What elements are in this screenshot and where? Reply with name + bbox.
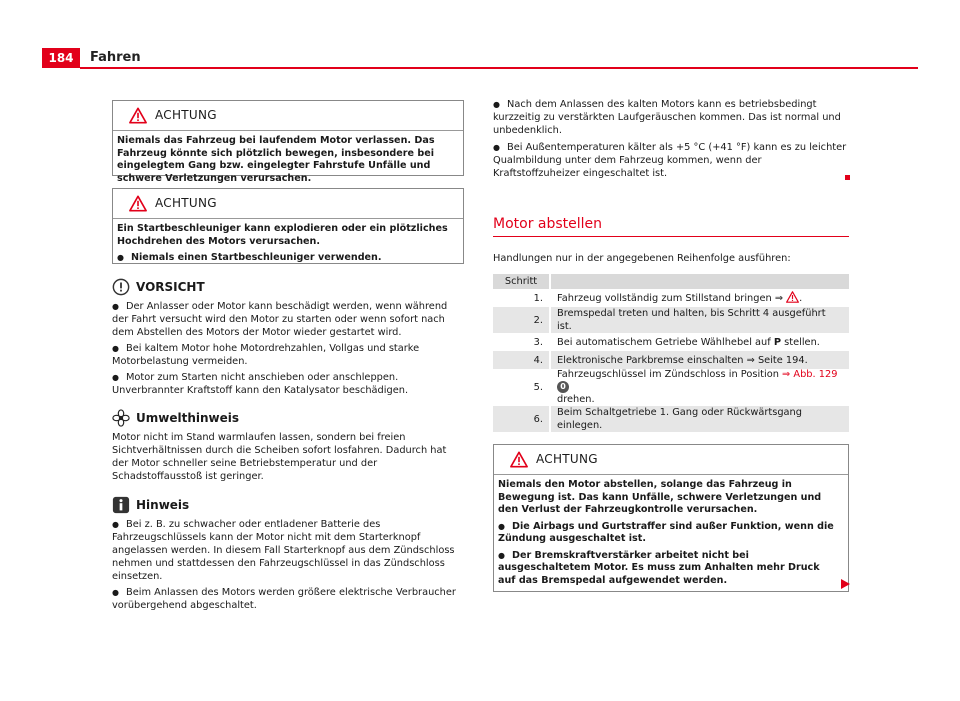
table-header-blank bbox=[550, 274, 849, 289]
list-item: ● Nach dem Anlassen des kalten Motors kann es betriebsbedingt kurzzeitig zu verstärkten Laufgeräuschen kommen. Das ist normal und unbedenklich. bbox=[493, 98, 849, 137]
warning-box-header bbox=[113, 101, 463, 131]
list-item: ● Beim Anlassen des Motors werden größere elektrische Verbraucher vorübergehend abgeschaltet. bbox=[112, 586, 464, 612]
note-title: Hinweis bbox=[136, 497, 190, 512]
table-row bbox=[493, 369, 849, 406]
environment-flower-icon bbox=[112, 409, 130, 427]
warning-text: Niemals das Fahrzeug bei laufendem Motor verlassen. Das Fahrzeug könnte sich plötzlich bewegen, insbesondere bei eingelegtem Gang bzw. eingelegter Fahrstufe Unfälle und schwere Verletzungen verursachen. bbox=[117, 135, 435, 184]
table-header-row bbox=[493, 274, 849, 289]
figure-reference-link[interactable]: ⇒ Abb. 129 bbox=[782, 369, 838, 380]
steps-table bbox=[493, 274, 849, 432]
position-badge: 0 bbox=[557, 381, 569, 393]
table-row bbox=[493, 333, 849, 351]
table-row bbox=[493, 351, 849, 369]
warning-body bbox=[113, 131, 463, 191]
step-text-part: Fahrzeugschlüssel im Zündschloss in Position bbox=[557, 369, 783, 380]
warning-box-start-aid bbox=[112, 188, 464, 264]
note-section bbox=[112, 496, 464, 612]
list-item: ● Bei kaltem Motor hohe Motordrehzahlen, Vollgas und starke Motorbelastung vermeiden. bbox=[112, 342, 464, 368]
list-item: ● Bei Außentemperaturen kälter als +5 °C (+41 °F) kann es zu leichter Qualmbildung unter dem Fahrzeug kommen, wenn der Kraftstoffzuheizer eingeschaltet ist. bbox=[493, 141, 849, 180]
step-number: 4. bbox=[493, 351, 550, 369]
section-intro: Handlungen nur in der angegebenen Reihenfolge ausführen: bbox=[493, 253, 791, 264]
warning-title: ACHTUNG bbox=[155, 196, 217, 210]
warning-box-stop-engine bbox=[493, 444, 849, 592]
step-number: 6. bbox=[493, 406, 550, 432]
section-title: Motor abstellen bbox=[493, 216, 603, 232]
step-number: 3. bbox=[493, 333, 550, 351]
step-text-part: drehen. bbox=[557, 394, 595, 405]
environment-text-block bbox=[112, 431, 464, 483]
environment-section bbox=[112, 409, 464, 483]
page-title: Fahren bbox=[90, 50, 141, 65]
step-number: 5. bbox=[493, 369, 550, 406]
step-number: 1. bbox=[493, 289, 550, 307]
step-text-part: Fahrzeug vollständig zum Stillstand bringen ⇒ bbox=[557, 293, 784, 304]
warning-text: Niemals den Motor abstellen, solange das Fahrzeug in Bewegung ist. Das kann Unfälle, schwere Verletzungen und den Verlust der Fahrzeugkontrolle verursachen. bbox=[498, 479, 822, 515]
intro-bullets bbox=[493, 98, 849, 180]
table-row bbox=[493, 307, 849, 333]
section-heading bbox=[493, 218, 849, 237]
caution-title: VORSICHT bbox=[136, 279, 205, 294]
warning-triangle-icon bbox=[786, 291, 799, 303]
info-icon bbox=[112, 496, 130, 514]
step-text-bold: P bbox=[773, 336, 782, 348]
section-end-marker bbox=[845, 175, 850, 180]
warning-bullet: ● Niemals einen Startbeschleuniger verwenden. bbox=[117, 252, 459, 265]
caution-exclamation-icon bbox=[112, 278, 130, 296]
step-text bbox=[550, 369, 849, 406]
list-item: ● Der Anlasser oder Motor kann beschädigt werden, wenn während der Fahrt versucht wird den Motor zu starten oder wenn sofort nach dem Abstellen des Motors der Motor wieder gestartet wird. bbox=[112, 300, 464, 339]
warning-box-engine-running bbox=[112, 100, 464, 184]
section-rule bbox=[493, 236, 849, 237]
warning-bullet: ● Die Airbags und Gurtstraffer sind außer Funktion, wenn die Zündung ausgeschaltet ist. bbox=[498, 521, 844, 546]
warning-triangle-icon bbox=[510, 451, 528, 468]
header-rule bbox=[80, 67, 918, 69]
warning-title: ACHTUNG bbox=[155, 108, 217, 122]
warning-text: Ein Startbeschleuniger kann explodieren oder ein plötzliches Hochdrehen des Motors verursachen. bbox=[117, 223, 448, 247]
warning-body bbox=[113, 219, 463, 271]
note-header bbox=[112, 496, 464, 514]
step-text bbox=[550, 289, 849, 307]
warning-title: ACHTUNG bbox=[536, 452, 598, 466]
step-text: Bremspedal treten und halten, bis Schritt 4 ausgeführt ist. bbox=[550, 307, 849, 333]
page-number: 184 bbox=[42, 48, 80, 68]
step-text bbox=[550, 333, 849, 351]
environment-header bbox=[112, 409, 464, 427]
list-item: ● Motor zum Starten nicht anschieben oder anschleppen. Unverbrannter Kraftstoff kann den Katalysator beschädigen. bbox=[112, 371, 464, 397]
warning-body bbox=[494, 475, 848, 597]
step-text-part: stellen. bbox=[781, 336, 820, 348]
caution-header bbox=[112, 278, 464, 296]
warning-box-header bbox=[494, 445, 848, 475]
warning-bullet: ● Der Bremskraftverstärker arbeitet nicht bei ausgeschaltetem Motor. Es muss zum Anhalten mehr Druck auf das Bremspedal aufgewendet werden. bbox=[498, 550, 844, 588]
environment-title: Umwelthinweis bbox=[136, 410, 240, 425]
warning-triangle-icon bbox=[129, 195, 147, 212]
note-list bbox=[112, 518, 464, 612]
caution-section bbox=[112, 278, 464, 397]
continue-arrow-icon bbox=[841, 579, 850, 589]
table-header: Schritt bbox=[493, 274, 550, 289]
right-column bbox=[493, 98, 849, 592]
step-text: Elektronische Parkbremse einschalten ⇒ Seite 194. bbox=[550, 351, 849, 369]
warning-triangle-icon bbox=[129, 107, 147, 124]
step-text-suffix: . bbox=[799, 293, 803, 304]
caution-list bbox=[112, 300, 464, 397]
left-column bbox=[112, 100, 464, 615]
step-text: Beim Schaltgetriebe 1. Gang oder Rückwärtsgang einlegen. bbox=[550, 406, 849, 432]
list-item: ● Bei z. B. zu schwacher oder entladener Batterie des Fahrzeugschlüssels kann der Motor nicht mit dem Starterknopf angelassen werden. In diesem Fall Starterknopf aus dem Zündschloss nehmen und stattdessen den Fahrzeugschlüssel in das Zündschloss einsetzen. bbox=[112, 518, 464, 583]
table-row bbox=[493, 406, 849, 432]
environment-text: Motor nicht im Stand warmlaufen lassen, sondern bei freien Sichtverhältnissen durch die Scheiben sofort losfahren. Dadurch hat der Motor schneller seine Betriebstemperatur und der Schadstoffausstoß ist geringer. bbox=[112, 432, 447, 482]
warning-box-header bbox=[113, 189, 463, 219]
step-text-part: Bei automatischem Getriebe Wählhebel auf bbox=[557, 336, 774, 348]
step-number: 2. bbox=[493, 307, 550, 333]
table-row bbox=[493, 289, 849, 307]
